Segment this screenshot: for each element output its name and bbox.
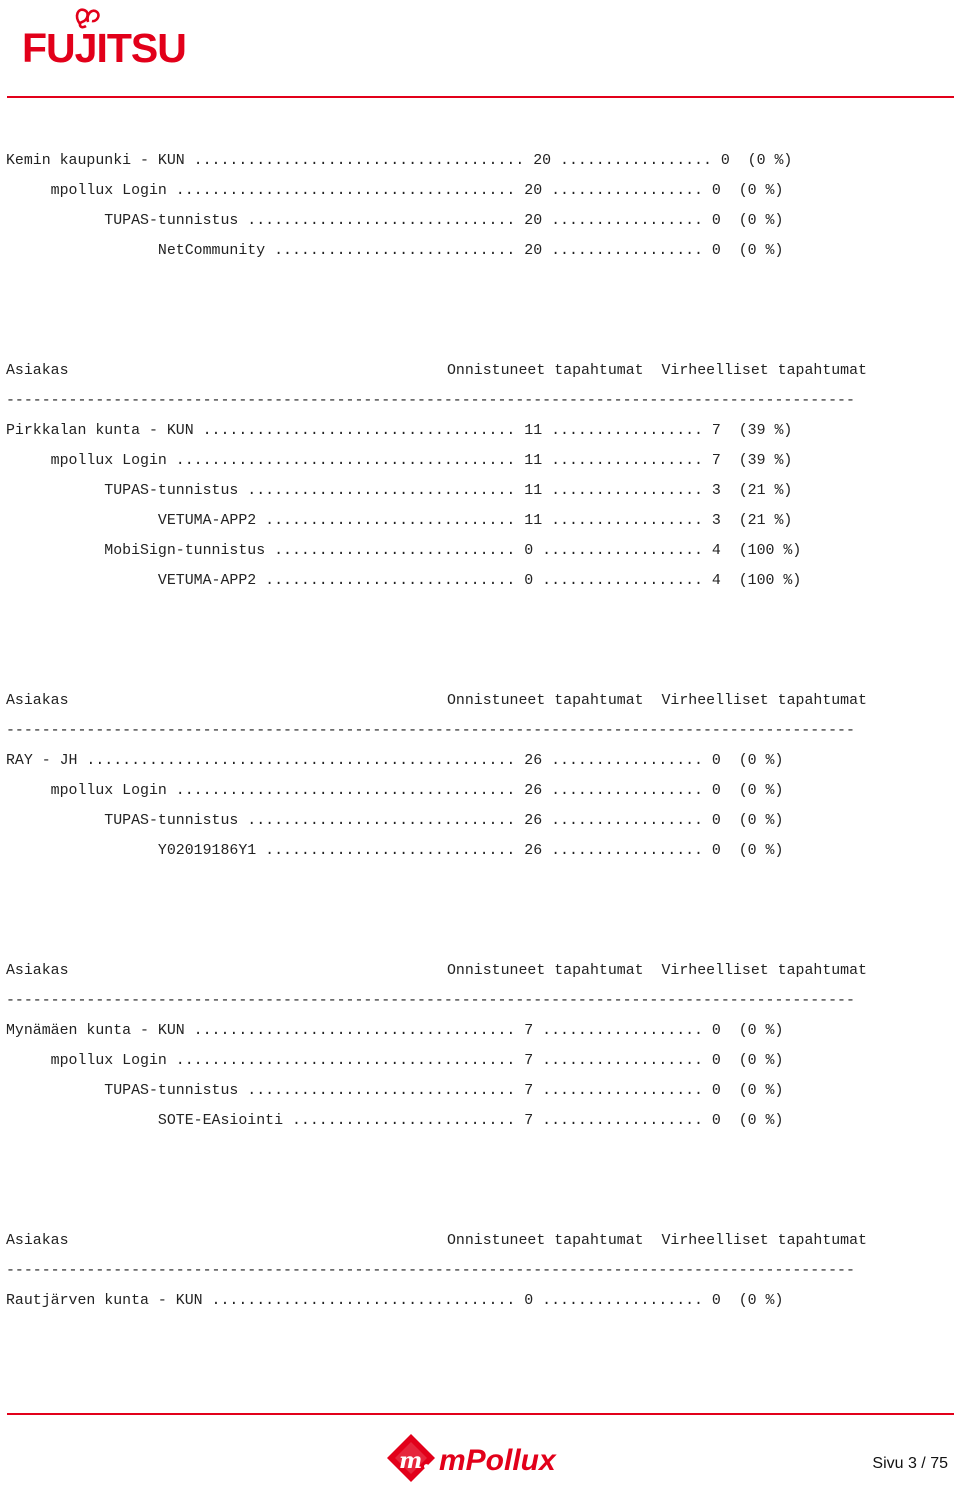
report-row: RAY - JH ................................................ 26 ................. 0 (0 %) [6, 753, 784, 769]
header-divider: ----------------------------------------------------------------------------------------------- [6, 393, 855, 409]
report-row: Mynämäen kunta - KUN .................................... 7 .................. 0 (0 %) [6, 1023, 784, 1039]
report-row: TUPAS-tunnistus .............................. 26 ................. 0 (0 %) [6, 813, 784, 829]
report-row: Rautjärven kunta - KUN .................................. 0 .................. 0 (0 %) [6, 1293, 784, 1309]
mpollux-logo [385, 1432, 575, 1488]
column-header-counts [447, 962, 867, 980]
column-header [6, 362, 872, 380]
page-number: Sivu 3 / 75 [872, 1455, 948, 1472]
report-row: Y02019186Y1 ............................ 26 ................. 0 (0 %) [6, 843, 784, 859]
column-header-customer: Asiakas [6, 693, 69, 709]
report-row: VETUMA-APP2 ............................ 0 .................. 4 (100 %) [6, 573, 802, 589]
column-header-successful: Onnistuneet tapahtumat [447, 693, 644, 709]
column-header-customer: Asiakas [6, 963, 69, 979]
header-divider: ----------------------------------------------------------------------------------------------- [6, 1263, 855, 1279]
report-row: TUPAS-tunnistus .............................. 11 ................. 3 (21 %) [6, 483, 793, 499]
report-row: mpollux Login ...................................... 26 ................. 0 (0 %) [6, 783, 784, 799]
column-header-successful: Onnistuneet tapahtumat [447, 363, 644, 379]
report-row: SOTE-EAsiointi ......................... 7 .................. 0 (0 %) [6, 1113, 784, 1129]
column-header-failed: Virheelliset tapahtumat [661, 1233, 867, 1249]
svg-text:m.: m. [399, 1448, 430, 1474]
column-header [6, 692, 872, 710]
report-row: Pirkkalan kunta - KUN ................................... 11 ................. 7 (39 %) [6, 423, 793, 439]
report-row: MobiSign-tunnistus ........................... 0 .................. 4 (100 %) [6, 543, 802, 559]
header-rule [7, 96, 954, 98]
column-header-counts [447, 1232, 867, 1250]
header-divider: ----------------------------------------------------------------------------------------------- [6, 993, 855, 1009]
column-header-failed: Virheelliset tapahtumat [661, 363, 867, 379]
fujitsu-logo [22, 6, 186, 74]
header-divider: ----------------------------------------------------------------------------------------------- [6, 723, 855, 739]
column-header-counts [447, 362, 867, 380]
column-header-successful: Onnistuneet tapahtumat [447, 963, 644, 979]
column-header [6, 1232, 872, 1250]
column-header-customer: Asiakas [6, 1233, 69, 1249]
column-header-counts [447, 692, 867, 710]
mpollux-wordmark: mPollux [439, 1444, 556, 1477]
column-header-customer: Asiakas [6, 363, 69, 379]
footer-rule [7, 1413, 954, 1415]
column-header-failed: Virheelliset tapahtumat [661, 693, 867, 709]
report-row: VETUMA-APP2 ............................ 11 ................. 3 (21 %) [6, 513, 793, 529]
svg-text:FUJITSU: FUJITSU [22, 25, 186, 71]
report-row: mpollux Login ...................................... 7 .................. 0 (0 %) [6, 1053, 784, 1069]
mpollux-logo-graphic [385, 1432, 575, 1488]
report-row: mpollux Login ...................................... 20 ................. 0 (0 %) [6, 183, 784, 199]
column-header [6, 962, 872, 980]
column-header-successful: Onnistuneet tapahtumat [447, 1233, 644, 1249]
report-row: Kemin kaupunki - KUN ..................................... 20 ................. 0 (0 %) [6, 153, 793, 169]
column-header-failed: Virheelliset tapahtumat [661, 963, 867, 979]
report-row: NetCommunity ........................... 20 ................. 0 (0 %) [6, 243, 784, 259]
report-row: TUPAS-tunnistus .............................. 7 .................. 0 (0 %) [6, 1083, 784, 1099]
report-row: mpollux Login ...................................... 11 ................. 7 (39 %) [6, 453, 793, 469]
report-row: TUPAS-tunnistus .............................. 20 ................. 0 (0 %) [6, 213, 784, 229]
fujitsu-logo-graphic [22, 6, 186, 74]
